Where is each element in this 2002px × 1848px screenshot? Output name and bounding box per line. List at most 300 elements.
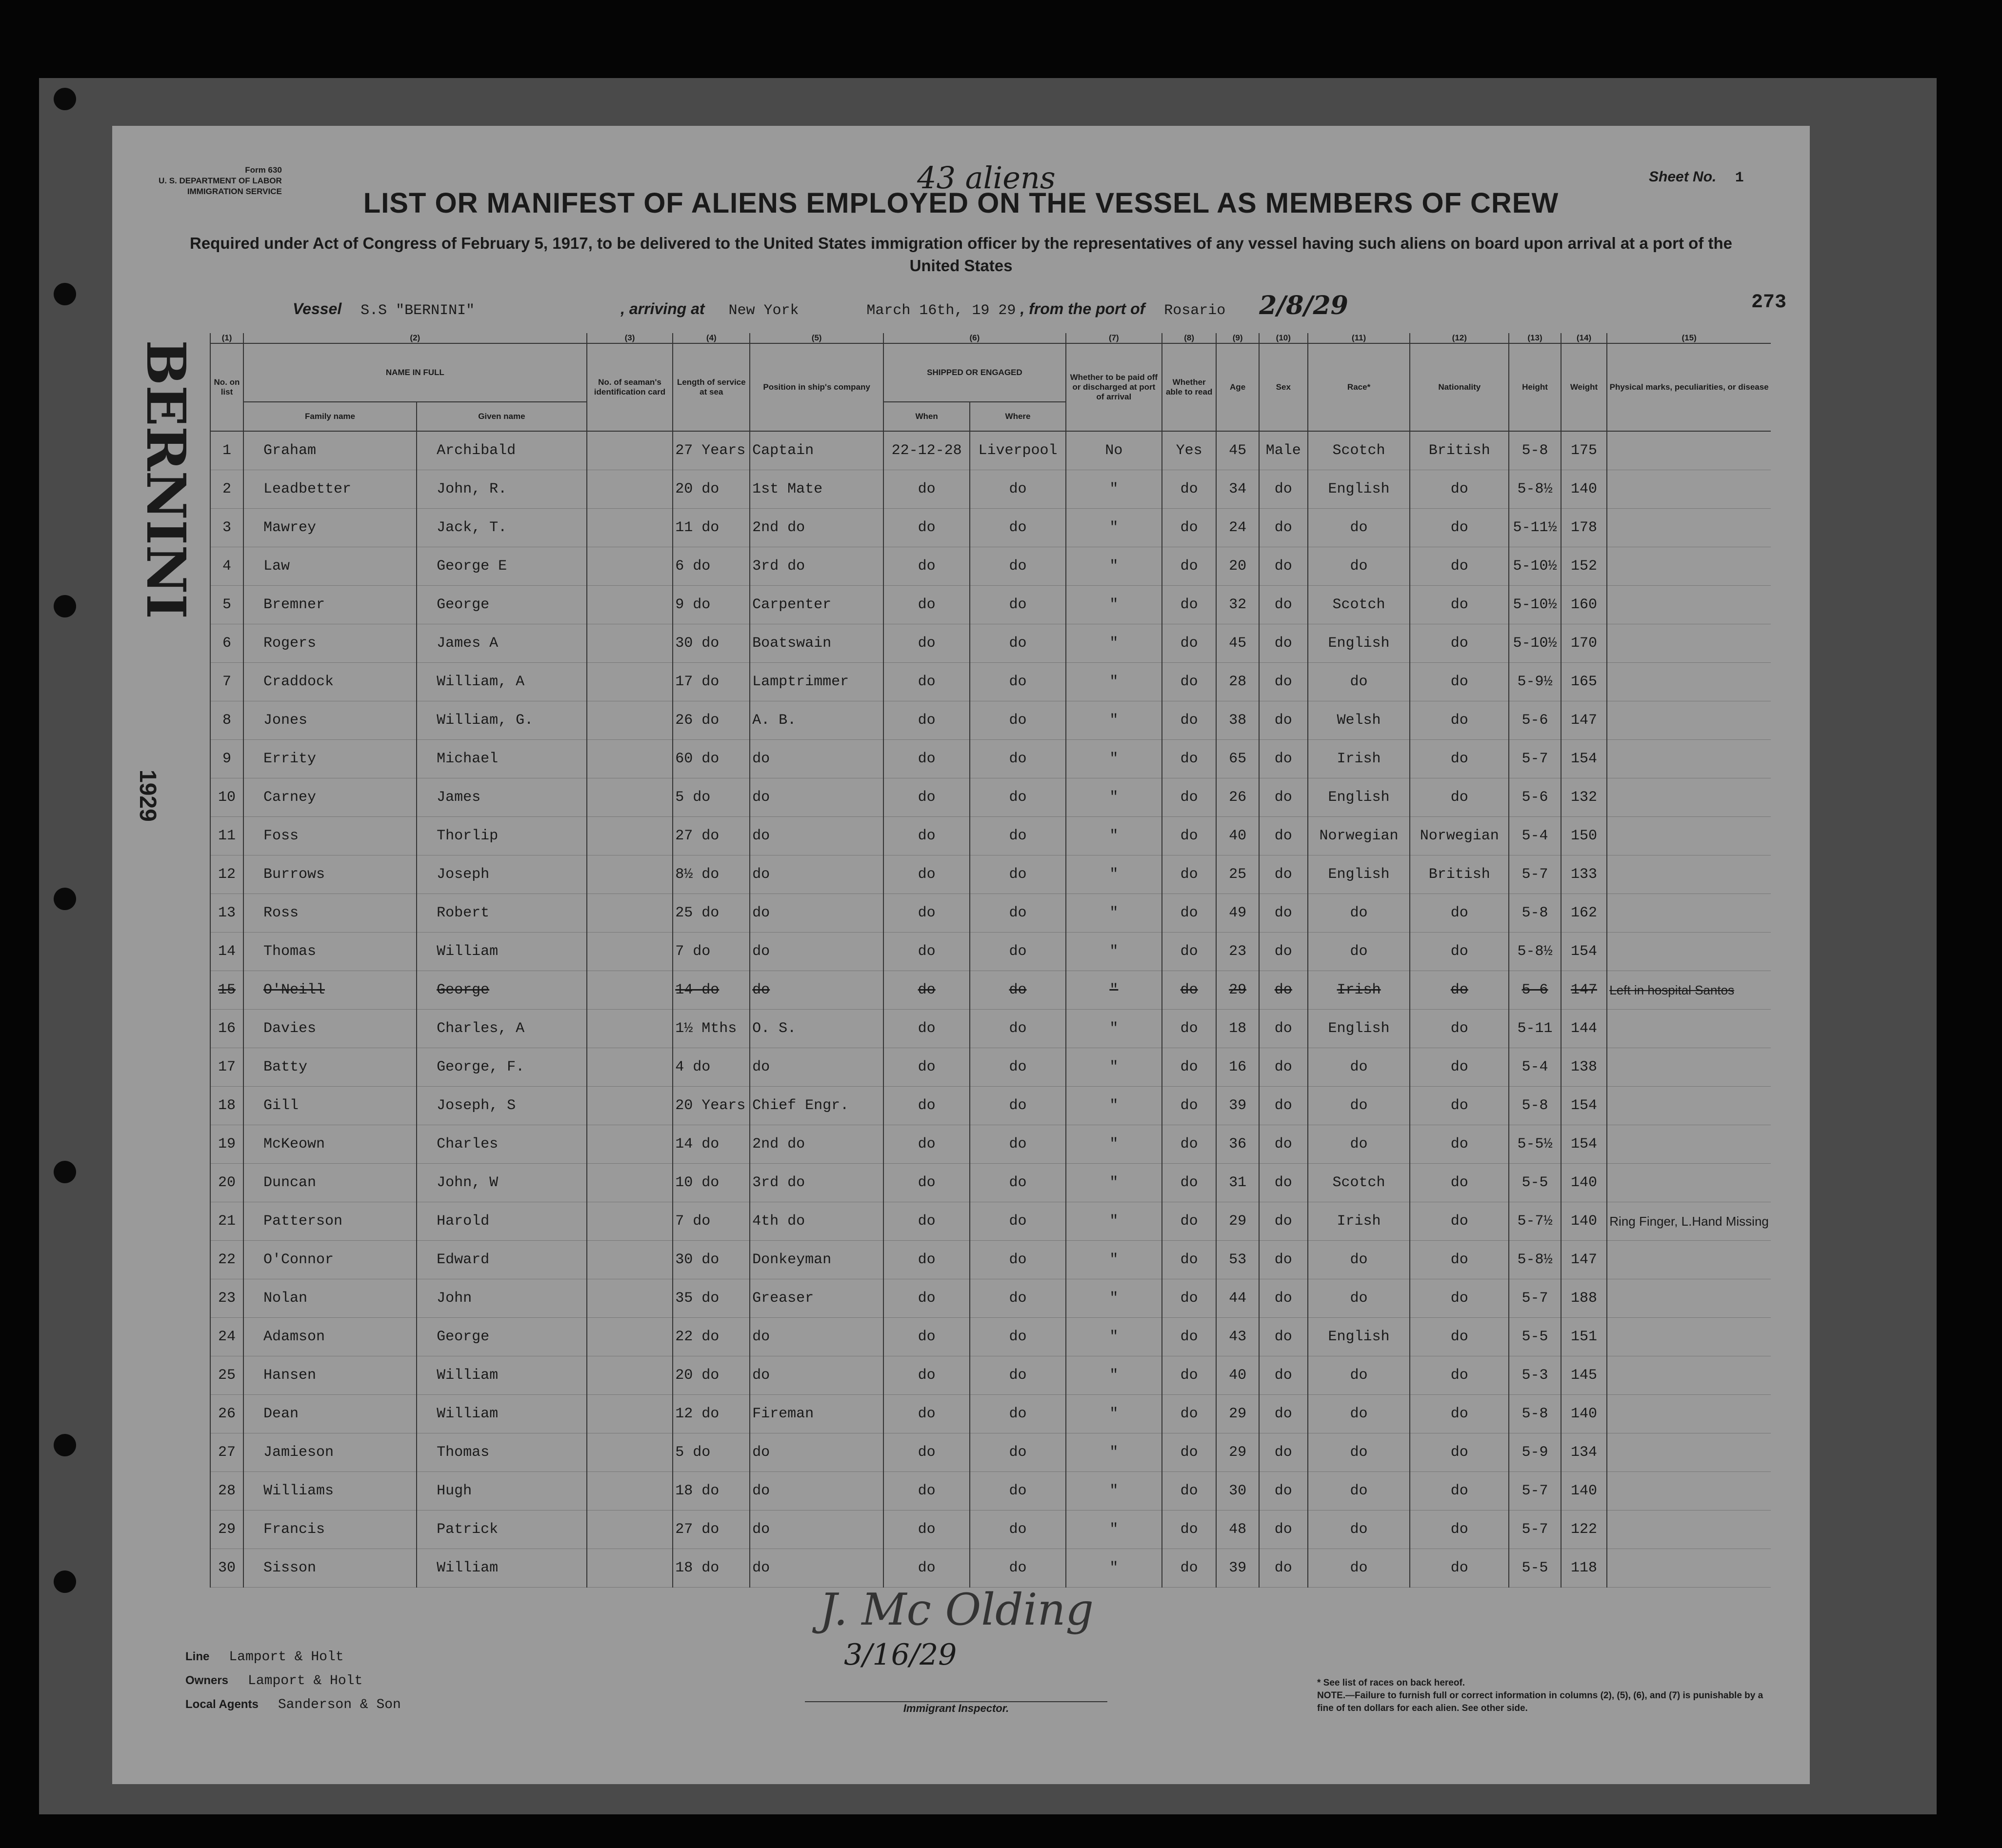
cell-paid: " [1066, 1472, 1162, 1510]
cell-read: do [1162, 778, 1217, 817]
cell-family: Williams [243, 1472, 417, 1510]
cell-sex: do [1259, 1549, 1308, 1588]
header-shipped: SHIPPED OR ENGAGED [883, 343, 1066, 402]
page-subtitle: Required under Act of Congress of February 5, 1917, to be delivered to the United States immigration officer by the representatives of any vessel having such aliens on board upon arrival at a port of the United States [189, 234, 1732, 275]
cell-race: do [1308, 1279, 1410, 1318]
cell-paid: " [1066, 1010, 1162, 1048]
cell-sex: do [1259, 624, 1308, 663]
cell-nationality: British [1410, 855, 1509, 894]
cell-length: 7 do [673, 1202, 750, 1241]
cell-race: Welsh [1308, 701, 1410, 740]
cell-paid: " [1066, 971, 1162, 1010]
table-row [210, 1087, 1771, 1125]
cell-read: do [1162, 547, 1217, 586]
col-num: (10) [1259, 333, 1308, 343]
cell-paid: " [1066, 1202, 1162, 1241]
cell-sex: do [1259, 1087, 1308, 1125]
cell-when: do [883, 1318, 970, 1356]
cell-card [587, 1125, 673, 1164]
cell-where: Liverpool [970, 431, 1066, 470]
cell-paid: " [1066, 933, 1162, 971]
cell-card [587, 855, 673, 894]
cell-no: 21 [210, 1202, 243, 1241]
cell-where: do [970, 586, 1066, 624]
table-row [210, 663, 1771, 701]
cell-age: 20 [1216, 547, 1259, 586]
cell-position: do [750, 894, 883, 933]
cell-marks [1607, 1433, 1771, 1472]
table-row [210, 971, 1771, 1010]
cell-nationality: do [1410, 624, 1509, 663]
cell-weight: 147 [1561, 701, 1607, 740]
cell-position: Donkeyman [750, 1241, 883, 1279]
cell-height: 5-11 [1509, 1010, 1561, 1048]
cell-height: 5-10½ [1509, 547, 1561, 586]
sheet-label: Sheet No. [1649, 169, 1717, 185]
cell-height: 5-8½ [1509, 470, 1561, 509]
cell-height: 5-7 [1509, 1472, 1561, 1510]
col-num: (12) [1410, 333, 1509, 343]
cell-length: 14 do [673, 971, 750, 1010]
table-row [210, 1318, 1771, 1356]
cell-age: 49 [1216, 894, 1259, 933]
cell-read: do [1162, 663, 1217, 701]
cell-height: 5-8½ [1509, 933, 1561, 971]
cell-no: 1 [210, 431, 243, 470]
cell-position: do [750, 1433, 883, 1472]
cell-age: 25 [1216, 855, 1259, 894]
cell-length: 6 do [673, 547, 750, 586]
cell-when: do [883, 933, 970, 971]
cell-sex: do [1259, 1318, 1308, 1356]
table-row [210, 1395, 1771, 1433]
cell-card [587, 1356, 673, 1395]
cell-where: do [970, 470, 1066, 509]
table-row [210, 624, 1771, 663]
cell-read: do [1162, 740, 1217, 778]
cell-height: 5-6 [1509, 971, 1561, 1010]
cell-no: 20 [210, 1164, 243, 1202]
cell-race: Irish [1308, 1202, 1410, 1241]
cell-position: A. B. [750, 701, 883, 740]
cell-race: do [1308, 1087, 1410, 1125]
cell-where: do [970, 1318, 1066, 1356]
margin-ship-name [122, 340, 210, 619]
cell-length: 10 do [673, 1164, 750, 1202]
cell-race: do [1308, 1395, 1410, 1433]
cell-age: 45 [1216, 431, 1259, 470]
cell-paid: " [1066, 1241, 1162, 1279]
cell-read: do [1162, 971, 1217, 1010]
cell-age: 24 [1216, 509, 1259, 547]
table-row [210, 1510, 1771, 1549]
cell-position: do [750, 933, 883, 971]
cell-age: 29 [1216, 1395, 1259, 1433]
cell-weight: 133 [1561, 855, 1607, 894]
cell-position: do [750, 1472, 883, 1510]
cell-given: John, W [417, 1164, 587, 1202]
cell-marks [1607, 855, 1771, 894]
cell-nationality: do [1410, 663, 1509, 701]
table-row [210, 1279, 1771, 1318]
inspector-line: Immigrant Inspector. [805, 1701, 1107, 1715]
agents-label: Local Agents [185, 1698, 259, 1711]
cell-race: do [1308, 509, 1410, 547]
cell-card [587, 933, 673, 971]
cell-family: Errity [243, 740, 417, 778]
table-row [210, 1164, 1771, 1202]
cell-weight: 122 [1561, 1510, 1607, 1549]
cell-given: William, A [417, 663, 587, 701]
cell-race: Norwegian [1308, 817, 1410, 855]
cell-no: 10 [210, 778, 243, 817]
cell-when: do [883, 1510, 970, 1549]
cell-no: 8 [210, 701, 243, 740]
cell-age: 40 [1216, 817, 1259, 855]
cell-nationality: do [1410, 1549, 1509, 1588]
cell-card [587, 778, 673, 817]
arrival-date: March 16th, 19 29 [866, 302, 1016, 319]
cell-paid: " [1066, 624, 1162, 663]
col-num: (2) [243, 333, 587, 343]
cell-age: 36 [1216, 1125, 1259, 1164]
cell-marks [1607, 701, 1771, 740]
cell-height: 5-7½ [1509, 1202, 1561, 1241]
cell-marks [1607, 817, 1771, 855]
cell-weight: 154 [1561, 740, 1607, 778]
cell-sex: do [1259, 1356, 1308, 1395]
cell-no: 3 [210, 509, 243, 547]
col-num: (5) [750, 333, 883, 343]
col-num: (8) [1162, 333, 1217, 343]
cell-sex: do [1259, 778, 1308, 817]
cell-read: do [1162, 1356, 1217, 1395]
cell-when: do [883, 778, 970, 817]
binder-hole [54, 1570, 76, 1593]
cell-race: do [1308, 1549, 1410, 1588]
cell-sex: do [1259, 547, 1308, 586]
cell-marks [1607, 933, 1771, 971]
cell-sex: Male [1259, 431, 1308, 470]
cell-position: O. S. [750, 1010, 883, 1048]
binder-hole [54, 888, 76, 910]
cell-read: do [1162, 1395, 1217, 1433]
cell-weight: 154 [1561, 1125, 1607, 1164]
cell-length: 27 Years [673, 431, 750, 470]
cell-card [587, 1472, 673, 1510]
cell-sex: do [1259, 1164, 1308, 1202]
col-num: (1) [210, 333, 243, 343]
margin-stamp: 1929 [135, 770, 160, 822]
cell-when: do [883, 547, 970, 586]
cell-card [587, 1549, 673, 1588]
cell-when: do [883, 1395, 970, 1433]
cell-marks: Ring Finger, L.Hand Missing [1607, 1202, 1771, 1241]
cell-height: 5-9½ [1509, 663, 1561, 701]
cell-when: do [883, 1279, 970, 1318]
cell-position: Captain [750, 431, 883, 470]
cell-race: do [1308, 1356, 1410, 1395]
crew-table [210, 333, 1771, 1588]
cell-height: 5-5½ [1509, 1125, 1561, 1164]
col-num: (4) [673, 333, 750, 343]
cell-no: 18 [210, 1087, 243, 1125]
cell-read: do [1162, 1549, 1217, 1588]
table-row [210, 509, 1771, 547]
cell-weight: 170 [1561, 624, 1607, 663]
cell-given: Robert [417, 894, 587, 933]
cell-weight: 162 [1561, 894, 1607, 933]
cell-weight: 178 [1561, 509, 1607, 547]
cell-no: 19 [210, 1125, 243, 1164]
agents-value: Sanderson & Son [278, 1697, 401, 1712]
vessel-label: Vessel [293, 300, 342, 318]
cell-card [587, 1395, 673, 1433]
cell-paid: " [1066, 701, 1162, 740]
margin-ship-name-text: BERNINI [135, 340, 198, 619]
cell-given: Thomas [417, 1433, 587, 1472]
header-no: No. on list [210, 343, 243, 431]
service: IMMIGRATION SERVICE [187, 187, 282, 196]
cell-read: do [1162, 817, 1217, 855]
cell-height: 5-5 [1509, 1549, 1561, 1588]
cell-height: 5-5 [1509, 1164, 1561, 1202]
cell-nationality: do [1410, 933, 1509, 971]
cell-length: 35 do [673, 1279, 750, 1318]
header-read: Whether able to read [1162, 343, 1217, 431]
cell-no: 6 [210, 624, 243, 663]
header-id-card: No. of seaman's identification card [587, 343, 673, 431]
cell-weight: 118 [1561, 1549, 1607, 1588]
cell-card [587, 586, 673, 624]
cell-weight: 140 [1561, 470, 1607, 509]
cell-paid: " [1066, 470, 1162, 509]
cell-where: do [970, 740, 1066, 778]
cell-no: 23 [210, 1279, 243, 1318]
cell-family: Francis [243, 1510, 417, 1549]
binder-hole [54, 1434, 76, 1456]
cell-when: do [883, 624, 970, 663]
cell-weight: 140 [1561, 1395, 1607, 1433]
cell-card [587, 470, 673, 509]
cell-sex: do [1259, 1433, 1308, 1472]
line-label: Line [185, 1650, 210, 1663]
cell-paid: " [1066, 894, 1162, 933]
cell-where: do [970, 894, 1066, 933]
cell-height: 5-8½ [1509, 1241, 1561, 1279]
cell-when: do [883, 1202, 970, 1241]
cell-where: do [970, 817, 1066, 855]
cell-age: 32 [1216, 586, 1259, 624]
cell-marks [1607, 470, 1771, 509]
page-title: LIST OR MANIFEST OF ALIENS EMPLOYED ON THE VESSEL AS MEMBERS OF CREW [363, 187, 1559, 219]
header-nationality: Nationality [1410, 343, 1509, 431]
cell-no: 13 [210, 894, 243, 933]
cell-race: do [1308, 1433, 1410, 1472]
cell-age: 65 [1216, 740, 1259, 778]
cell-card [587, 1318, 673, 1356]
cell-given: Harold [417, 1202, 587, 1241]
cell-read: do [1162, 1510, 1217, 1549]
cell-given: Thorlip [417, 817, 587, 855]
cell-when: do [883, 1472, 970, 1510]
column-number-row [210, 333, 1771, 343]
arriving-label: , arriving at [621, 300, 705, 318]
cell-when: do [883, 509, 970, 547]
cell-age: 39 [1216, 1087, 1259, 1125]
cell-length: 18 do [673, 1472, 750, 1510]
cell-height: 5-8 [1509, 894, 1561, 933]
cell-race: do [1308, 1472, 1410, 1510]
signature-date: 3/16/29 [844, 1638, 957, 1672]
cell-sex: do [1259, 855, 1308, 894]
cell-marks [1607, 1472, 1771, 1510]
cell-read: do [1162, 855, 1217, 894]
cell-position: Boatswain [750, 624, 883, 663]
cell-sex: do [1259, 971, 1308, 1010]
cell-nationality: do [1410, 509, 1509, 547]
cell-nationality: do [1410, 470, 1509, 509]
cell-race: do [1308, 933, 1410, 971]
cell-family: Law [243, 547, 417, 586]
cell-height: 5-7 [1509, 1279, 1561, 1318]
cell-length: 25 do [673, 894, 750, 933]
cell-length: 20 do [673, 470, 750, 509]
cell-where: do [970, 1510, 1066, 1549]
cell-given: John, R. [417, 470, 587, 509]
cell-read: do [1162, 1279, 1217, 1318]
cell-given: Jack, T. [417, 509, 587, 547]
cell-where: do [970, 701, 1066, 740]
cell-nationality: Norwegian [1410, 817, 1509, 855]
cell-paid: " [1066, 778, 1162, 817]
cell-given: Archibald [417, 431, 587, 470]
cell-position: 1st Mate [750, 470, 883, 509]
form-number: Form 630 [245, 165, 282, 175]
table-row [210, 1125, 1771, 1164]
cell-given: George [417, 586, 587, 624]
cell-no: 15 [210, 971, 243, 1010]
sheet-value: 1 [1735, 170, 1744, 186]
cell-position: 2nd do [750, 1125, 883, 1164]
cell-length: 9 do [673, 586, 750, 624]
cell-sex: do [1259, 1279, 1308, 1318]
cell-nationality: do [1410, 1087, 1509, 1125]
cell-length: 60 do [673, 740, 750, 778]
cell-sex: do [1259, 894, 1308, 933]
cell-nationality: do [1410, 1510, 1509, 1549]
cell-race: do [1308, 1125, 1410, 1164]
cell-weight: 154 [1561, 1087, 1607, 1125]
cell-weight: 160 [1561, 586, 1607, 624]
cell-race: English [1308, 855, 1410, 894]
cell-no: 22 [210, 1241, 243, 1279]
cell-age: 16 [1216, 1048, 1259, 1087]
annotation-top: 43 aliens [917, 160, 1056, 196]
cell-paid: " [1066, 586, 1162, 624]
cell-family: Sisson [243, 1549, 417, 1588]
cell-read: do [1162, 894, 1217, 933]
cell-given: Charles, A [417, 1010, 587, 1048]
cell-read: do [1162, 509, 1217, 547]
cell-card [587, 509, 673, 547]
cell-no: 16 [210, 1010, 243, 1048]
cell-card [587, 1433, 673, 1472]
cell-card [587, 1279, 673, 1318]
cell-weight: 132 [1561, 778, 1607, 817]
cell-paid: " [1066, 1125, 1162, 1164]
header-sex: Sex [1259, 343, 1308, 431]
manifest-sheet [112, 126, 1810, 1784]
cell-length: 8½ do [673, 855, 750, 894]
table-row [210, 1202, 1771, 1241]
cell-where: do [970, 624, 1066, 663]
cell-card [587, 663, 673, 701]
cell-age: 34 [1216, 470, 1259, 509]
cell-no: 30 [210, 1549, 243, 1588]
cell-when: do [883, 971, 970, 1010]
sheet-number [1649, 169, 1744, 186]
col-num: (14) [1561, 333, 1607, 343]
table-row [210, 547, 1771, 586]
cell-given: William [417, 933, 587, 971]
cell-family: Foss [243, 817, 417, 855]
table-row [210, 855, 1771, 894]
cell-marks: Left in hospital Santos [1607, 971, 1771, 1010]
cell-read: Yes [1162, 431, 1217, 470]
cell-height: 5-4 [1509, 817, 1561, 855]
cell-paid: " [1066, 1356, 1162, 1395]
cell-position: Fireman [750, 1395, 883, 1433]
cell-weight: 140 [1561, 1202, 1607, 1241]
cell-nationality: do [1410, 1472, 1509, 1510]
cell-length: 7 do [673, 933, 750, 971]
cell-weight: 175 [1561, 431, 1607, 470]
cell-when: do [883, 1241, 970, 1279]
cell-height: 5-10½ [1509, 586, 1561, 624]
cell-where: do [970, 1279, 1066, 1318]
cell-family: Patterson [243, 1202, 417, 1241]
cell-sex: do [1259, 509, 1308, 547]
cell-given: Patrick [417, 1510, 587, 1549]
col-num: (7) [1066, 333, 1162, 343]
cell-marks [1607, 431, 1771, 470]
cell-read: do [1162, 1048, 1217, 1087]
table-row [210, 1433, 1771, 1472]
cell-given: Edward [417, 1241, 587, 1279]
cell-paid: " [1066, 855, 1162, 894]
cell-when: do [883, 1433, 970, 1472]
cell-paid: " [1066, 1510, 1162, 1549]
cell-given: Charles [417, 1125, 587, 1164]
cell-weight: 150 [1561, 817, 1607, 855]
binder-hole [54, 283, 76, 305]
table-row [210, 701, 1771, 740]
cell-family: Leadbetter [243, 470, 417, 509]
cell-when: do [883, 894, 970, 933]
arriving-port: New York [728, 302, 799, 319]
cell-where: do [970, 933, 1066, 971]
cell-position: Greaser [750, 1279, 883, 1318]
column-header-row [210, 343, 1771, 402]
cell-length: 20 Years [673, 1087, 750, 1125]
page-number: 273 [1751, 292, 1787, 314]
cell-family: Davies [243, 1010, 417, 1048]
cell-no: 9 [210, 740, 243, 778]
cell-weight: 144 [1561, 1010, 1607, 1048]
cell-where: do [970, 1395, 1066, 1433]
table-row [210, 470, 1771, 509]
